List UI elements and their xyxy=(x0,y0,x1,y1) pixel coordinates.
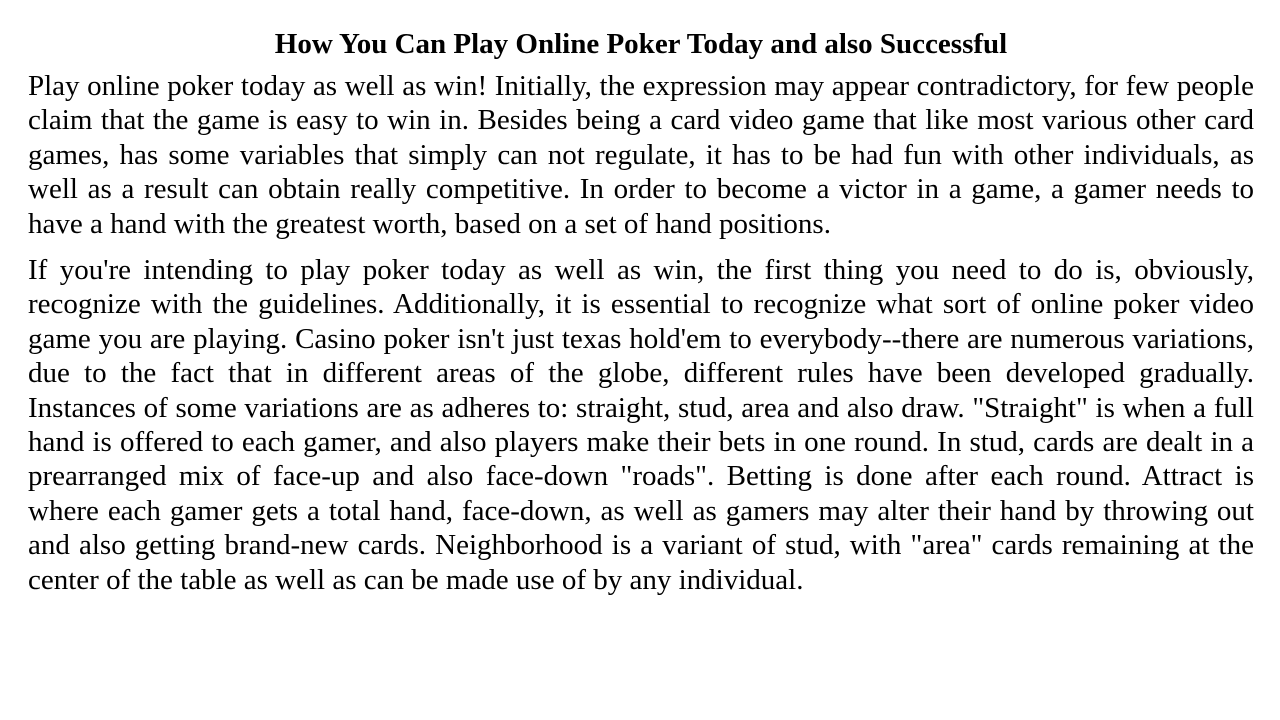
paragraph-variations: If you're intending to play poker today as well as win, the first thing you need to do is, obviously, recognize with the guidelines. Additionally, it is essential to recognize what sort of online poker video game you are playing. Casino poker isn't just texas hold'em to everybody--there are numerous variations, due to the fact that in different areas of the globe, different rules have been developed gradually. Instances of some variations are as adheres to: straight, stud, area and also draw. "Straight" is when a full hand is offered to each gamer, and also players make their bets in one round. In stud, cards are dealt in a prearranged mix of face-up and also face-down "roads". Betting is done after each round. Attract is where each gamer gets a total hand, face-down, as well as gamers may alter their hand by throwing out and also getting brand-new cards. Neighborhood is a variant of stud, with "area" cards remaining at the center of the table as well as can be made use of by any individual. xyxy=(28,254,1254,596)
paragraph-intro: Play online poker today as well as win! Initially, the expression may appear contradictory, for few people claim that the game is easy to win in. Besides being a card video game that like most various other card games, has some variables that simply can not regulate, it has to be had fun with other individuals, as well as a result can obtain really competitive. In order to become a victor in a game, a gamer needs to have a hand with the greatest worth, based on a set of hand positions. xyxy=(28,70,1254,240)
document-title: How You Can Play Online Poker Today and also Successful xyxy=(274,28,1008,60)
